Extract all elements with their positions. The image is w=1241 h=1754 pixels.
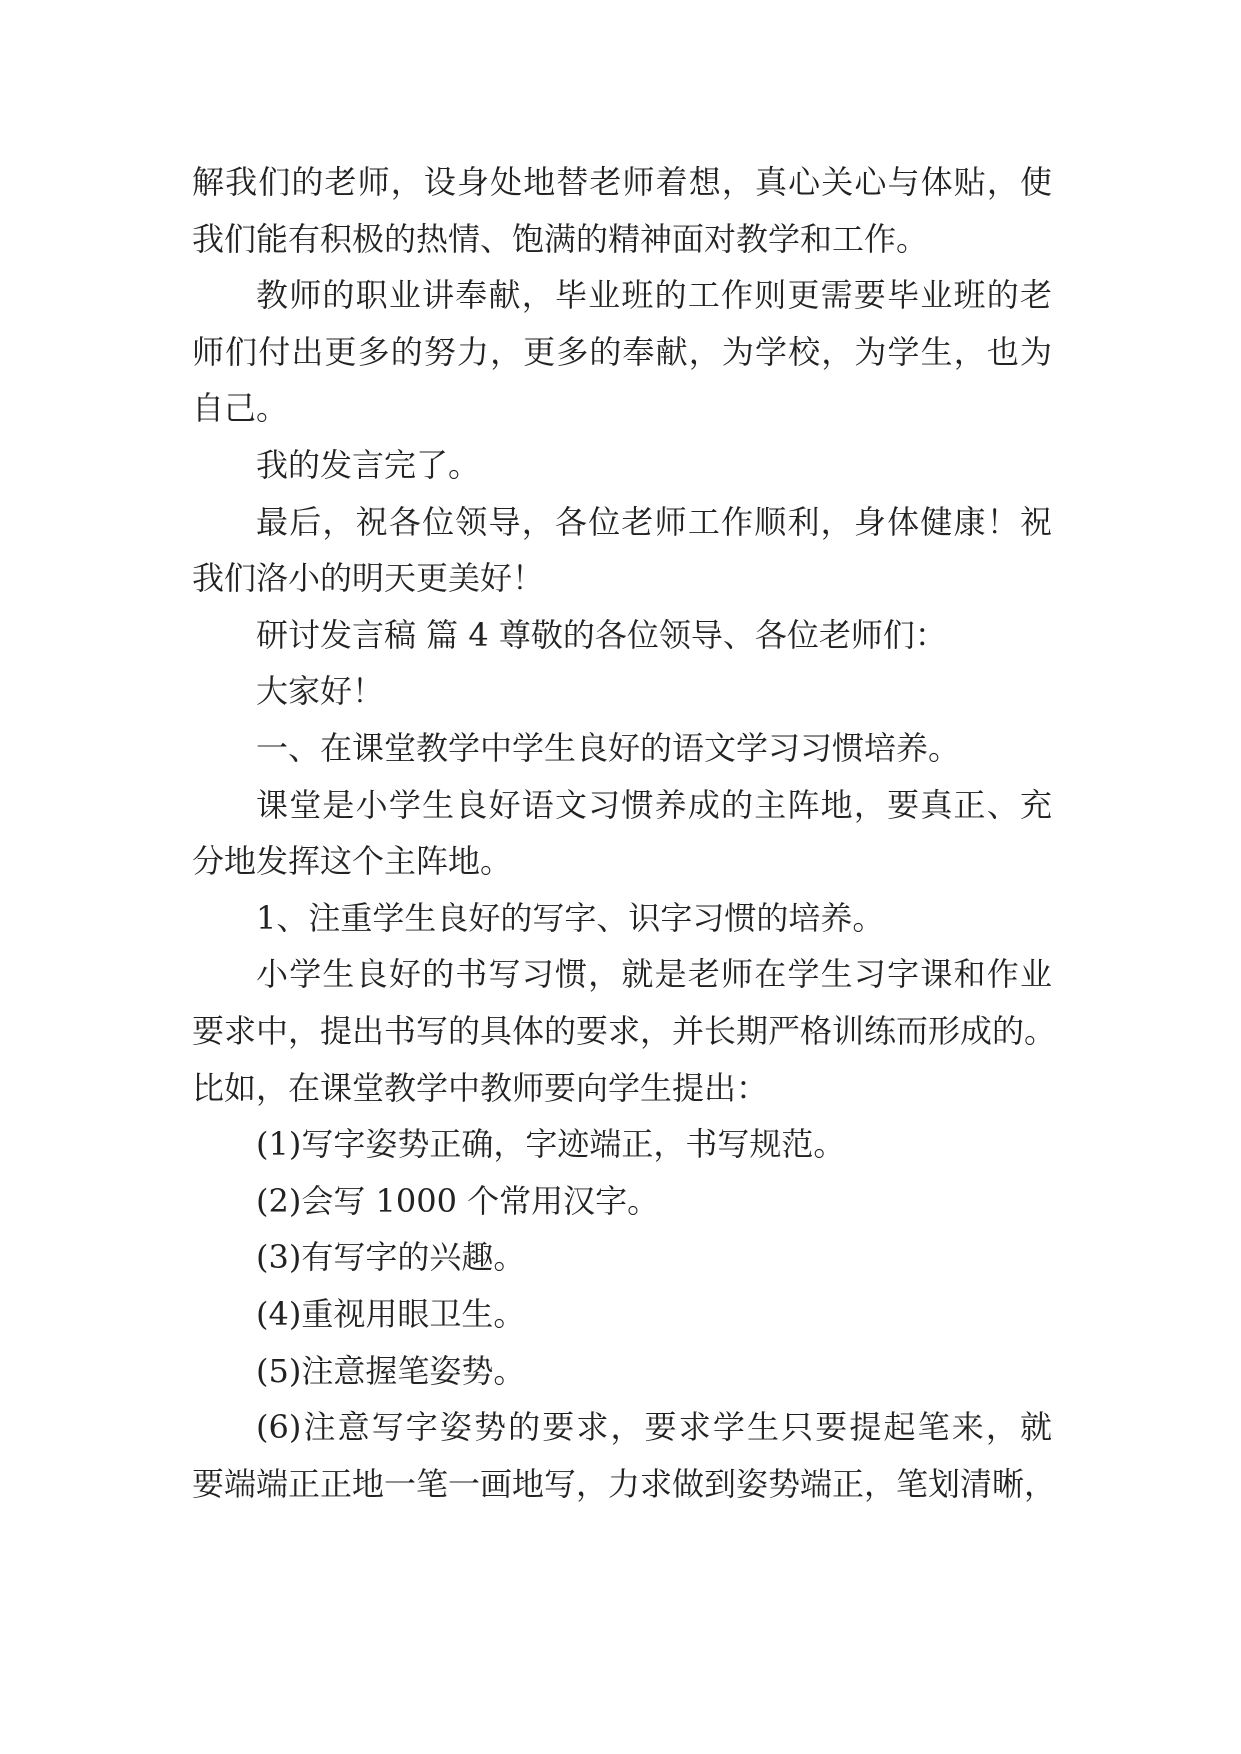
text-line: 最后，祝各位领导，各位老师工作顺利，身体健康！祝 [256,503,1052,541]
text-line: 解我们的老师，设身处地替老师着想，真心关心与体贴，使 [192,163,1052,201]
text-line: 师们付出更多的努力，更多的奉献，为学校，为学生，也为 [192,333,1052,371]
text-line: (6)注意写字姿势的要求，要求学生只要提起笔来，就 [256,1408,1052,1446]
text-line: (5)注意握笔姿势。 [256,1352,526,1390]
text-line: 1、注重学生良好的写字、识字习惯的培养。 [256,899,885,937]
text-line: 课堂是小学生良好语文习惯养成的主阵地，要真正、充 [256,786,1052,824]
text-line: 我们能有积极的热情、饱满的精神面对教学和工作。 [192,220,929,258]
text-line: 比如，在课堂教学中教师要向学生提出： [192,1069,769,1107]
text-line: (2)会写 1000 个常用汉字。 [256,1182,660,1220]
text-line: 分地发挥这个主阵地。 [192,842,513,880]
text-line: 要端端正正地一笔一画地写，力求做到姿势端正，笔划清晰， [192,1465,1057,1503]
text-line: 要求中，提出书写的具体的要求，并长期严格训练而形成的。 [192,1012,1057,1050]
text-line: 教师的职业讲奉献，毕业班的工作则更需要毕业班的老 [256,276,1052,314]
text-line: 研讨发言稿 篇 4 尊敬的各位领导、各位老师们： [256,616,947,654]
text-line: 自己。 [192,389,289,427]
text-line: (4)重视用眼卫生。 [256,1295,526,1333]
text-line: (1)写字姿势正确，字迹端正，书写规范。 [256,1125,846,1163]
text-line: 小学生良好的书写习惯，就是老师在学生习字课和作业 [256,955,1052,993]
text-line: 一、在课堂教学中学生良好的语文学习习惯培养。 [256,729,961,767]
text-line: 大家好！ [256,672,385,710]
text-line: (3)有写字的兴趣。 [256,1238,526,1276]
text-line: 我的发言完了。 [256,446,481,484]
text-line: 我们洛小的明天更美好！ [192,559,545,597]
